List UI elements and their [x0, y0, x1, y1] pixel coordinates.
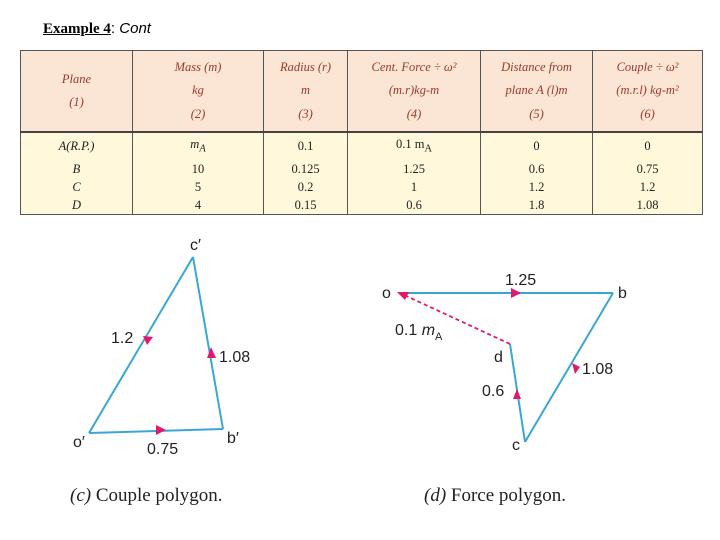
vertex-label: c′ [190, 237, 201, 254]
column-header: Cent. Force ÷ ω² (m.r)kg-m (4) [348, 51, 481, 133]
column-header: Plane (1) [21, 51, 133, 133]
arrowhead [156, 425, 166, 435]
arrowhead [513, 389, 521, 399]
edge-b-c [193, 257, 223, 429]
edge-label: 0.75 [147, 441, 179, 458]
force-polygon [382, 272, 627, 506]
force-cell: 0.6 [348, 196, 481, 215]
caption: (d) Force polygon. [424, 485, 566, 506]
vertex-label: o [382, 285, 391, 302]
plane-cell: C [21, 178, 133, 196]
edge-label: 0.1 $m_A$ [395, 322, 443, 343]
mass-cell: 5 [133, 178, 264, 196]
force-cell: 1 [348, 178, 481, 196]
column-header: Couple ÷ ω² (m.r.l) kg-m² (6) [593, 51, 703, 133]
example-label: Example 4 [43, 21, 111, 37]
couple-polygon [70, 237, 250, 506]
vertex-label: c [512, 437, 520, 454]
radius-cell: 0.2 [264, 178, 348, 196]
radius-cell: 0.125 [264, 160, 348, 178]
distance-cell: 1.2 [481, 178, 593, 196]
arrowhead [511, 288, 521, 298]
arrowhead [572, 363, 580, 374]
edge-label: 1.08 [582, 361, 614, 378]
plane-cell: A(R.P.) [21, 132, 133, 160]
couple-cell: 1.2 [593, 178, 703, 196]
distance-cell: 0 [481, 132, 593, 160]
mass-cell: 4 [133, 196, 264, 215]
vertex-label: o′ [73, 434, 85, 451]
distance-cell: 1.8 [481, 196, 593, 215]
force-cell: 0.1 $m_A$ [348, 132, 481, 160]
cont-label: Cont [119, 20, 151, 37]
couple-cell: 1.08 [593, 196, 703, 215]
radius-cell: 0.15 [264, 196, 348, 215]
mass-cell: 10 [133, 160, 264, 178]
edge-label: 1.25 [505, 272, 537, 289]
couple-cell: 0 [593, 132, 703, 160]
radius-cell: 0.1 [264, 132, 348, 160]
column-header: Distance from plane A (l)m (5) [481, 51, 593, 133]
column-header: Mass (m) kg (2) [133, 51, 264, 133]
plane-cell: D [21, 196, 133, 215]
plane-cell: B [21, 160, 133, 178]
edge-label: 0.6 [482, 383, 505, 400]
title-colon: : [110, 20, 120, 37]
column-header: Radius (r) m (3) [264, 51, 348, 133]
edge-c-o [89, 257, 193, 433]
caption: (c) Couple polygon. [70, 485, 223, 506]
edge-label: 1.2 [111, 330, 134, 347]
mass-cell: $m_A$ [133, 132, 264, 160]
vertex-label: b [618, 285, 627, 302]
force-cell: 1.25 [348, 160, 481, 178]
vertex-label: b′ [227, 430, 239, 447]
vertex-label: d [494, 349, 503, 366]
edge-label: 1.08 [219, 349, 251, 366]
couple-cell: 0.75 [593, 160, 703, 178]
distance-cell: 0.6 [481, 160, 593, 178]
